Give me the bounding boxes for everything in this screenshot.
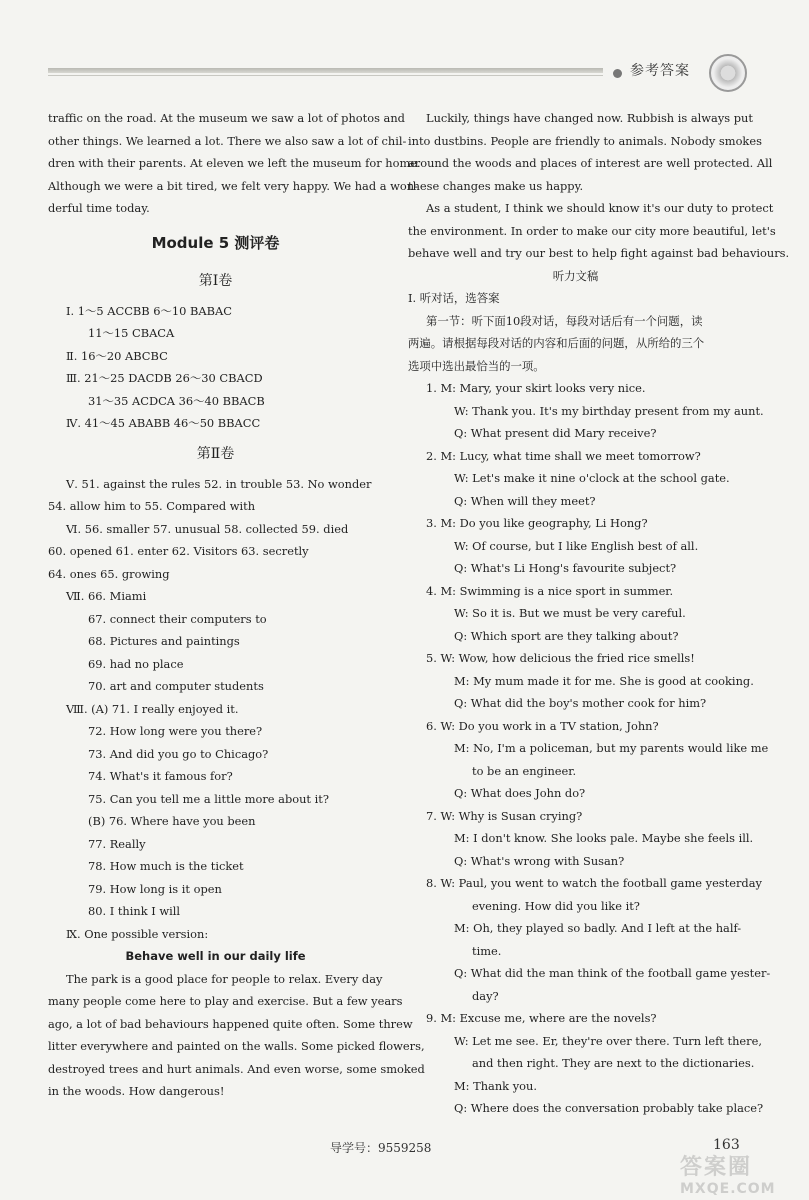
dialogue-line: Q: What's wrong with Susan? — [454, 853, 625, 868]
dialogue-line: M: No, I'm a policeman, but my parents would like me — [454, 741, 769, 755]
text-line: many people come here to play and exercise. But a few years — [48, 994, 403, 1008]
dialogue-line: evening. How did you like it? — [472, 898, 640, 913]
answer-line: Ⅰ. 1～5 ACCBB 6～10 BABAC — [66, 303, 232, 318]
essay-paragraph-2 — [408, 107, 773, 197]
answer-line: Ⅸ. One possible version: — [66, 926, 209, 941]
dialogue-line: 3. M: Do you like geography, Li Hong? — [426, 516, 648, 530]
dialogue-line: M: I don't know. She looks pale. Maybe she feels ill. — [454, 831, 754, 845]
essay-title: Behave well in our daily life — [125, 949, 306, 963]
dialogue-item — [408, 805, 754, 873]
section-heading: Ⅰ. 听对话，选答案 — [408, 291, 500, 305]
volume-1-title: 第Ⅰ卷 — [198, 272, 233, 289]
dialogue-item — [408, 715, 769, 805]
answer-line: 70. art and computer students — [88, 679, 264, 693]
answers-part-2 — [48, 473, 383, 946]
essay-paragraph — [48, 968, 425, 1103]
text-line: derful time today. — [48, 201, 150, 215]
left-column — [48, 107, 425, 1103]
instructions — [408, 310, 743, 378]
answer-line: 64. ones 65. growing — [48, 566, 170, 581]
answer-line: 67. connect their computers to — [88, 611, 267, 626]
text-line: 选项中选出最恰当的一项。 — [408, 358, 545, 373]
answer-line: Ⅵ. 56. smaller 57. unusual 58. collected 59. died — [66, 521, 349, 536]
script-title: 听力文稿 — [552, 268, 599, 283]
module-title: Module 5 测评卷 — [151, 233, 280, 252]
volume-2-title: 第Ⅱ卷 — [196, 445, 235, 462]
dialogue-line: W: So it is. But we must be very careful. — [454, 606, 686, 620]
answer-line: Ⅳ. 41～45 ABABB 46～50 BBACC — [66, 416, 261, 430]
dialogue-line: 6. W: Do you work in a TV station, John? — [426, 718, 659, 733]
header-rule — [48, 68, 603, 73]
answer-line: 11～15 CBACA — [88, 326, 175, 340]
text-line: litter everywhere and painted on the walls. Some picked flowers, — [48, 1039, 425, 1053]
text-line: 两遍。请根据每段对话的内容和后面的问题，从所给的三个 — [408, 336, 705, 350]
answer-line: 69. had no place — [88, 656, 184, 671]
dialogue-line: M: Thank you. — [454, 1078, 537, 1093]
dialogue-line: M: My mum made it for me. She is good at cooking. — [454, 673, 754, 688]
footer-code: 导学号：9559258 — [330, 1141, 432, 1155]
header-emblem-icon — [709, 54, 747, 92]
dialogue-item — [408, 1007, 764, 1120]
dialogue-line: and then right. They are next to the dictionaries. — [472, 1056, 755, 1070]
header-rule-thin — [48, 75, 603, 76]
dialogue-line: W: Let me see. Er, they're over there. Turn left there, — [454, 1033, 762, 1048]
text-line: other things. We learned a lot. There we also saw a lot of chil- — [48, 133, 407, 148]
answer-line: 79. How long is it open — [88, 881, 222, 896]
watermark-logo — [680, 1150, 805, 1196]
dialogue-list — [408, 377, 771, 1120]
dialogue-line: Q: When will they meet? — [454, 493, 596, 508]
answer-line: 31～35 ACDCA 36～40 BBACB — [88, 393, 265, 408]
watermark-text: 答案圈 — [680, 1155, 753, 1180]
answer-line: 77. Really — [88, 836, 146, 851]
text-line: 第一节：听下面10段对话，每段对话后有一个问题，读 — [426, 313, 703, 328]
text-line: these changes make us happy. — [408, 178, 584, 193]
answer-line: 54. allow him to 55. Compared with — [48, 499, 256, 513]
dialogue-line: Q: What did the man think of the football game yester- — [454, 966, 771, 980]
dialogue-line: Q: What present did Mary receive? — [454, 426, 657, 440]
dialogue-line: 4. M: Swimming is a nice sport in summer. — [426, 583, 674, 598]
text-line: ago, a lot of bad behaviours happened quite often. Some threw — [48, 1016, 413, 1031]
answer-line: 74. What's it famous for? — [88, 769, 233, 783]
answer-line: 75. Can you tell me a little more about it? — [88, 791, 329, 806]
dialogue-line: W: Thank you. It's my birthday present from my aunt. — [454, 403, 764, 418]
dialogue-item — [408, 872, 771, 1007]
right-column — [408, 107, 790, 1120]
answer-line: 60. opened 61. enter 62. Visitors 63. secretly — [48, 544, 309, 558]
answer-line: 72. How long were you there? — [88, 724, 263, 738]
text-line: traffic on the road. At the museum we saw a lot of photos and — [48, 111, 405, 125]
text-line: the environment. In order to make our city more beautiful, let's — [408, 223, 776, 238]
dialogue-line: 2. M: Lucy, what time shall we meet tomorrow? — [426, 448, 701, 463]
dialogue-line: 5. W: Wow, how delicious the fried rice smells! — [426, 651, 695, 665]
text-line: As a student, I think we should know it's our duty to protect — [426, 201, 774, 215]
dialogue-line: to be an engineer. — [472, 763, 577, 778]
dialogue-item — [408, 512, 743, 580]
answer-line: Ⅴ. 51. against the rules 52. in trouble 53. No wonder — [66, 476, 372, 491]
answers-part-1 — [48, 300, 383, 435]
header-bullet-icon — [613, 69, 622, 78]
dialogue-line: 8. W: Paul, you went to watch the football game yesterday — [426, 876, 762, 890]
text-line: behave well and try our best to help fight against bad behaviours. — [408, 246, 790, 260]
text-line: Although we were a bit tired, we felt very happy. We had a won- — [48, 178, 418, 193]
answer-line: Ⅱ. 16～20 ABCBC — [66, 348, 168, 363]
answer-line: Ⅶ. 66. Miami — [66, 589, 147, 603]
dialogue-item — [408, 580, 743, 648]
dialogue-line: Q: Which sport are they talking about? — [454, 628, 679, 643]
answer-line: Ⅲ. 21～25 DACDB 26～30 CBACD — [66, 371, 263, 385]
dialogue-item — [408, 377, 764, 445]
dialogue-line: Q: What's Li Hong's favourite subject? — [454, 561, 677, 575]
text-line: into dustbins. People are friendly to animals. Nobody smokes — [408, 133, 762, 148]
dialogue-line: 7. W: Why is Susan crying? — [426, 808, 583, 823]
text-line: The park is a good place for people to relax. Every day — [66, 971, 383, 986]
dialogue-line: 9. M: Excuse me, where are the novels? — [426, 1011, 657, 1025]
dialogue-line: M: Oh, they played so badly. And I left at the half- — [454, 921, 742, 935]
dialogue-line: day? — [472, 988, 499, 1003]
header-title: 参考答案 — [630, 63, 690, 79]
dialogue-item — [408, 445, 743, 513]
dialogue-line: W: Of course, but I like English best of all. — [454, 538, 699, 553]
answer-line: Ⅷ. (A) 71. I really enjoyed it. — [66, 701, 239, 716]
text-line: Luckily, things have changed now. Rubbish is always put — [426, 111, 753, 125]
watermark-url: MXQE.COM — [680, 1181, 776, 1197]
answer-line: (B) 76. Where have you been — [88, 814, 256, 828]
dialogue-line: Q: What did the boy's mother cook for him? — [454, 696, 707, 710]
text-line: destroyed trees and hurt animals. And even worse, some smoked — [48, 1061, 425, 1076]
page-number: 163 — [713, 1137, 740, 1153]
intro-paragraph — [48, 107, 421, 220]
text-line: dren with their parents. At eleven we left the museum for home. — [48, 156, 421, 170]
dialogue-line: 1. M: Mary, your skirt looks very nice. — [426, 381, 646, 395]
answer-line: 78. How much is the ticket — [88, 859, 244, 873]
answer-line: 80. I think I will — [88, 904, 181, 918]
dialogue-line: Q: What does John do? — [454, 786, 586, 800]
dialogue-item — [408, 647, 754, 715]
text-line: around the woods and places of interest are well protected. All — [408, 156, 773, 170]
essay-paragraph-3 — [408, 197, 790, 265]
text-line: in the woods. How dangerous! — [48, 1084, 225, 1098]
answer-line: 73. And did you go to Chicago? — [88, 746, 269, 761]
dialogue-line: W: Let's make it nine o'clock at the school gate. — [454, 471, 730, 485]
dialogue-line: Q: Where does the conversation probably take place? — [454, 1101, 764, 1115]
dialogue-line: time. — [472, 943, 502, 958]
answer-line: 68. Pictures and paintings — [88, 634, 240, 648]
